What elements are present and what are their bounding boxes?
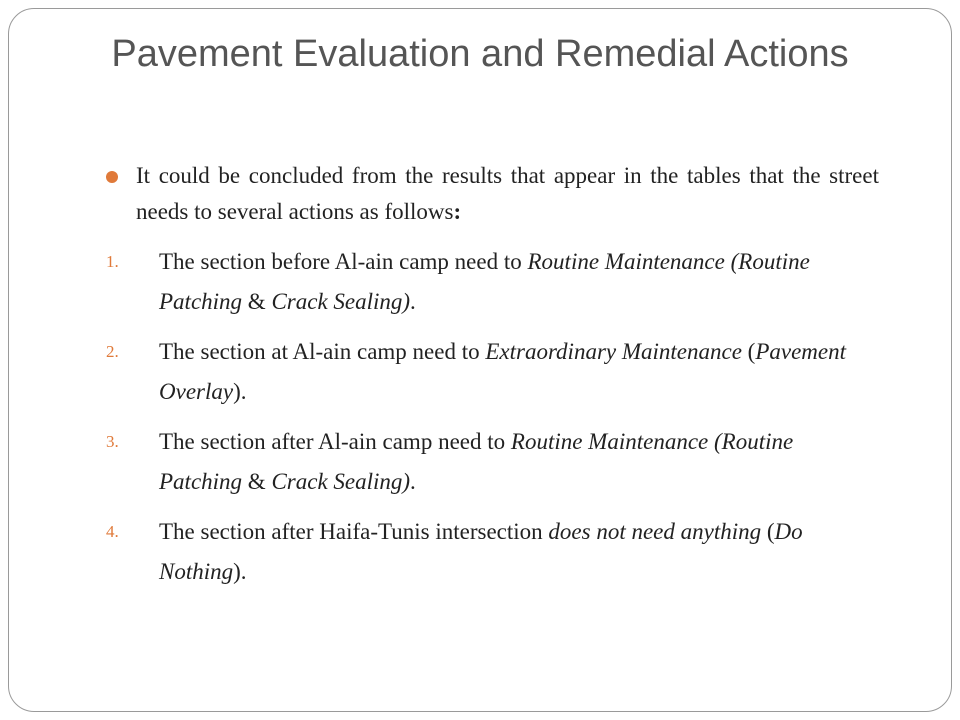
list-number: 1. [106,252,119,271]
item-detail-open: (Routine [724,249,810,274]
item-end: . [410,289,416,314]
item-action: does not need anything [548,519,762,544]
item-action: Extraordinary Maintenance [485,339,742,364]
intro-bullet [106,158,879,230]
item-lead: The section after Haifa-Tunis intersection [159,519,549,544]
item-end: . [410,469,416,494]
item-detail-a: Do Nothing [159,519,803,584]
item-end: ). [233,559,247,584]
list-number: 3. [106,432,119,451]
list-number: 2. [106,342,119,361]
item-lead: The section at Al-ain camp need to [159,339,486,364]
item-detail-a: Patching [159,289,243,314]
item-action: Routine Maintenance [510,429,709,454]
item-detail-open: ( [741,339,756,364]
item-detail-a: Pavement Overlay [159,339,847,404]
item-detail-a: Patching [159,469,243,494]
action-list [106,242,879,592]
intro-colon: : [453,199,462,224]
item-detail-open: (Routine [708,429,794,454]
item-action: Routine Maintenance [527,249,725,274]
item-lead: The section after Al-ain camp need to [159,429,511,454]
bullet-dot-icon [106,171,118,183]
item-detail-amp: & [242,289,272,314]
action-item-4 [106,512,879,592]
action-item-3 [106,422,879,502]
intro-text: It could be concluded from the results that appear in the tables that the street needs to several actions as follows [136,163,879,224]
slide-title: Pavement Evaluation and Remedial Actions [111,33,849,75]
slide-content [106,158,879,602]
list-number: 4. [106,522,119,541]
action-item-1 [106,242,879,322]
item-lead: The section before Al-ain camp need to [159,249,528,274]
item-detail-b: Crack Sealing) [271,289,411,314]
action-item-2 [106,332,879,412]
item-detail-amp: & [242,469,272,494]
item-detail-open: ( [761,519,775,544]
item-detail-b: Crack Sealing) [271,469,411,494]
item-end: ). [233,379,247,404]
